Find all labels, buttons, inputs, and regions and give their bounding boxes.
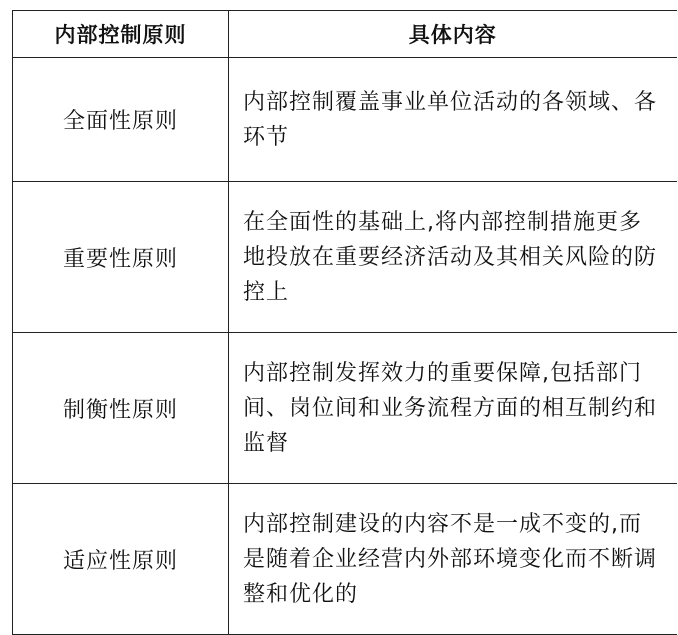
header-content: 具体内容 — [229, 11, 677, 58]
internal-control-principles-table — [12, 10, 677, 635]
table-row — [13, 58, 677, 182]
principles-table-container — [12, 10, 676, 635]
content-cell: 内部控制覆盖事业单位活动的各领域、各环节 — [229, 58, 677, 182]
content-cell: 在全面性的基础上,将内部控制措施更多地投放在重要经济活动及其相关风险的防控上 — [229, 182, 677, 333]
principle-cell: 全面性原则 — [13, 58, 229, 182]
table-row — [13, 182, 677, 333]
principle-cell: 制衡性原则 — [13, 333, 229, 484]
table-row — [13, 333, 677, 484]
content-cell: 内部控制发挥效力的重要保障,包括部门间、岗位间和业务流程方面的相互制约和监督 — [229, 333, 677, 484]
table-row — [13, 484, 677, 635]
content-cell: 内部控制建设的内容不是一成不变的,而是随着企业经营内外部环境变化而不断调整和优化的 — [229, 484, 677, 635]
principle-cell: 适应性原则 — [13, 484, 229, 635]
principle-cell: 重要性原则 — [13, 182, 229, 333]
table-header-row — [13, 11, 677, 58]
header-principle: 内部控制原则 — [13, 11, 229, 58]
